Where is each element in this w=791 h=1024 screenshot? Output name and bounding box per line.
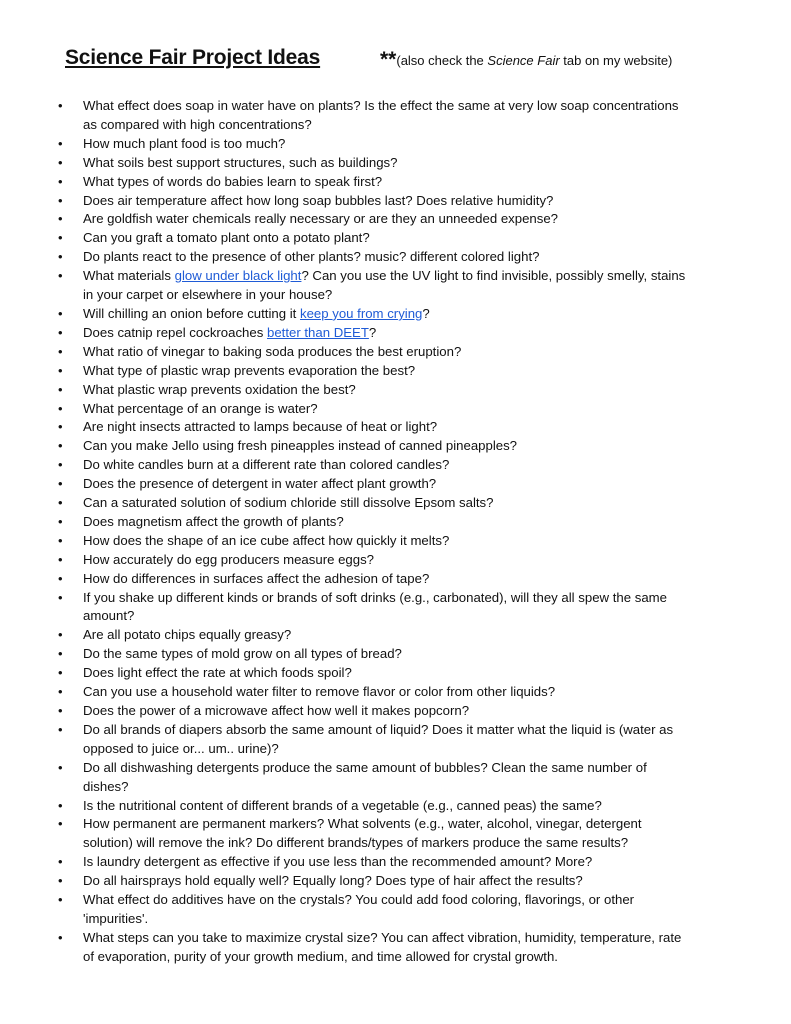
item-text: How do differences in surfaces affect the adhesion of tape? bbox=[83, 570, 430, 586]
item-text: How accurately do egg producers measure eggs? bbox=[83, 551, 375, 567]
item-text: Does catnip repel cockroaches bbox=[83, 324, 267, 340]
list-item bbox=[58, 456, 730, 475]
item-text: Do white candles burn at a different rate than colored candles? bbox=[83, 457, 450, 473]
item-text: as compared with high concentrations? bbox=[83, 116, 312, 132]
list-item bbox=[58, 381, 730, 400]
item-text: Can a saturated solution of sodium chloride still dissolve Epsom salts? bbox=[83, 495, 494, 511]
item-text: opposed to juice or... um.. urine)? bbox=[83, 740, 279, 756]
item-text: What type of plastic wrap prevents evaporation the best? bbox=[83, 362, 416, 378]
list-item bbox=[58, 362, 730, 381]
list-item bbox=[58, 343, 730, 362]
list-item bbox=[58, 135, 730, 154]
list-item bbox=[58, 589, 730, 627]
list-item bbox=[58, 815, 730, 853]
item-text: Is laundry detergent as effective if you use less than the recommended amount? More? bbox=[83, 854, 593, 870]
item-text: How permanent are permanent markers? What solvents (e.g., water, alcohol, vinegar, detergent bbox=[83, 816, 642, 832]
item-text: Are night insects attracted to lamps because of heat or light? bbox=[83, 419, 438, 435]
item-text: Does light effect the rate at which foods spoil? bbox=[83, 665, 352, 681]
list-item bbox=[58, 929, 730, 967]
item-text: Will chilling an onion before cutting it bbox=[83, 305, 300, 321]
item-text: Does the presence of detergent in water affect plant growth? bbox=[83, 476, 437, 492]
list-item bbox=[58, 173, 730, 192]
list-item bbox=[58, 97, 730, 135]
item-text: Do all dishwashing detergents produce the same amount of bubbles? Clean the same number of bbox=[83, 759, 647, 775]
item-text: ? bbox=[422, 305, 430, 321]
item-text: What ratio of vinegar to baking soda produces the best eruption? bbox=[83, 343, 462, 359]
item-text: Is the nutritional content of different brands of a vegetable (e.g., canned peas) the same? bbox=[83, 797, 602, 813]
list-item bbox=[58, 400, 730, 419]
list-item bbox=[58, 494, 730, 513]
item-text: Are goldfish water chemicals really necessary or are they an unneeded expense? bbox=[83, 211, 559, 227]
note-text-open: (also check the bbox=[396, 53, 488, 68]
item-text: Are all potato chips equally greasy? bbox=[83, 627, 292, 643]
item-link[interactable]: better than DEET bbox=[267, 324, 369, 340]
item-text: amount? bbox=[83, 608, 135, 624]
list-item bbox=[58, 853, 730, 872]
note-emphasis: Science Fair bbox=[487, 53, 560, 68]
item-text: Does air temperature affect how long soap bubbles last? Does relative humidity? bbox=[83, 192, 554, 208]
list-item bbox=[58, 418, 730, 437]
item-text: What types of words do babies learn to speak first? bbox=[83, 173, 383, 189]
note-stars: ** bbox=[380, 48, 397, 71]
item-text: What effect does soap in water have on plants? Is the effect the same at very low soap concentrations bbox=[83, 98, 679, 113]
list-item bbox=[58, 872, 730, 891]
list-item bbox=[58, 532, 730, 551]
list-item bbox=[58, 664, 730, 683]
list-item bbox=[58, 683, 730, 702]
list-item bbox=[58, 210, 730, 229]
list-item bbox=[58, 891, 730, 929]
list-item bbox=[58, 248, 730, 267]
item-text: What plastic wrap prevents oxidation the best? bbox=[83, 381, 356, 397]
item-text: Can you use a household water filter to remove flavor or color from other liquids? bbox=[83, 684, 556, 700]
website-note bbox=[380, 48, 672, 72]
list-item bbox=[58, 797, 730, 816]
list-item bbox=[58, 626, 730, 645]
item-text: Does magnetism affect the growth of plants? bbox=[83, 513, 344, 529]
page-title: Science Fair Project Ideas bbox=[65, 46, 321, 69]
item-text: 'impurities'. bbox=[83, 910, 149, 926]
item-text: dishes? bbox=[83, 778, 129, 794]
list-item bbox=[58, 721, 730, 759]
item-text: How does the shape of an ice cube affect how quickly it melts? bbox=[83, 532, 450, 548]
item-text: How much plant food is too much? bbox=[83, 135, 286, 151]
list-item bbox=[58, 645, 730, 664]
list-item bbox=[58, 229, 730, 248]
list-item bbox=[58, 759, 730, 797]
list-item bbox=[58, 475, 730, 494]
item-text: ? Can you use the UV light to find invisible, possibly smelly, stains bbox=[301, 268, 686, 284]
item-text: Do the same types of mold grow on all types of bread? bbox=[83, 646, 402, 662]
header bbox=[65, 46, 765, 80]
item-text: What percentage of an orange is water? bbox=[83, 400, 318, 416]
item-text: Can you make Jello using fresh pineapples instead of canned pineapples? bbox=[83, 438, 518, 454]
note-text-close: tab on my website) bbox=[559, 53, 673, 68]
list-item bbox=[58, 551, 730, 570]
list-item bbox=[58, 267, 730, 305]
item-text: in your carpet or elsewhere in your house? bbox=[83, 287, 333, 303]
item-text: solution) will remove the ink? Do different brands/types of markers produce the same results? bbox=[83, 835, 629, 851]
item-link[interactable]: keep you from crying bbox=[299, 305, 423, 321]
item-text: Do plants react to the presence of other plants? music? different colored light? bbox=[83, 249, 540, 265]
list-item bbox=[58, 324, 730, 343]
list-item bbox=[58, 513, 730, 532]
list-item bbox=[58, 154, 730, 173]
item-text: What steps can you take to maximize crystal size? You can affect vibration, humidity, temperature, rate bbox=[83, 929, 682, 945]
item-text: Do all brands of diapers absorb the same amount of liquid? Does it matter what the liquid is (water as bbox=[83, 721, 674, 737]
item-text: If you shake up different kinds or brands of soft drinks (e.g., carbonated), will they all spew the same bbox=[83, 589, 667, 605]
item-text: Can you graft a tomato plant onto a potato plant? bbox=[83, 230, 370, 246]
list-item bbox=[58, 437, 730, 456]
item-link[interactable]: glow under black light bbox=[174, 268, 302, 284]
item-text: Does the power of a microwave affect how well it makes popcorn? bbox=[83, 703, 470, 718]
list-item bbox=[58, 702, 730, 721]
list-item bbox=[58, 192, 730, 211]
item-text: ? bbox=[368, 324, 377, 340]
item-text: Do all hairsprays hold equally well? Equally long? Does type of hair affect the results? bbox=[83, 873, 583, 889]
item-text: of evaporation, purity of your growth medium, and time allowed for crystal growth. bbox=[83, 948, 558, 964]
item-text: What materials bbox=[83, 268, 175, 284]
list-item bbox=[58, 570, 730, 589]
list-item bbox=[58, 305, 730, 324]
item-text: What effect do additives have on the crystals? You could add food coloring, flavorings, or other bbox=[83, 892, 635, 908]
item-text: What soils best support structures, such as buildings? bbox=[83, 154, 398, 170]
project-ideas-list bbox=[58, 97, 730, 967]
